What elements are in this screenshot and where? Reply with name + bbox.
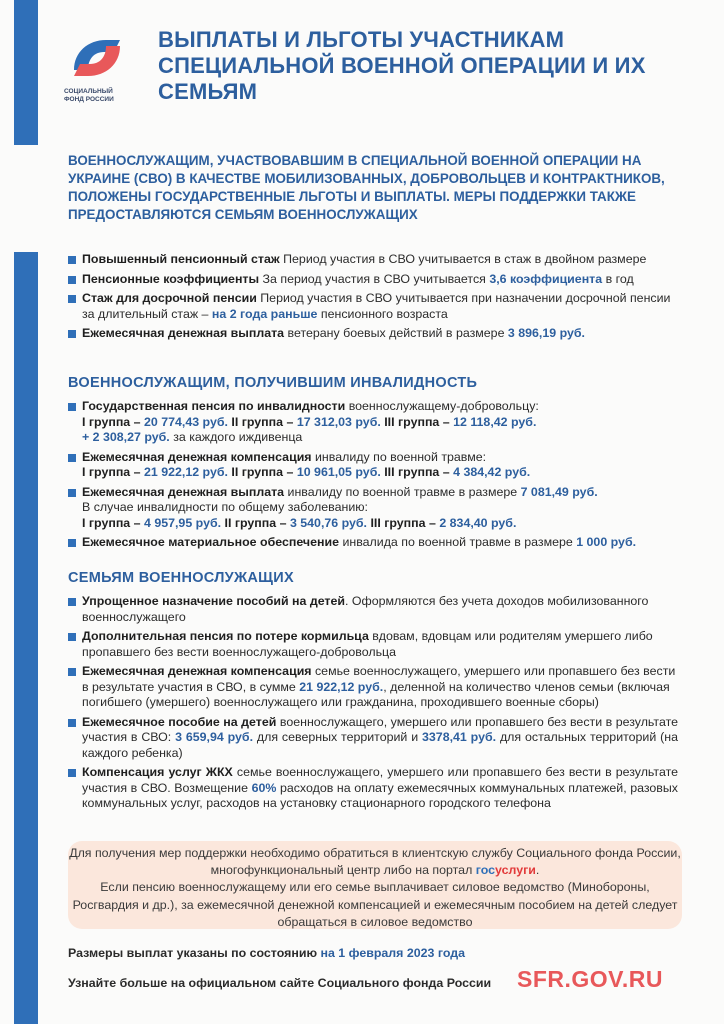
list-item — [68, 272, 678, 288]
top-accent-stripe — [14, 0, 38, 145]
gosuslugi-logo-part: услуги — [495, 863, 536, 878]
item-text: семье военнослужащего, умершего или пропавшего без вести в результате участия в СВО. Возмещение — [82, 765, 678, 795]
list-item — [68, 326, 678, 342]
list-item — [68, 450, 678, 481]
families-section — [68, 570, 678, 816]
list-item — [68, 399, 678, 446]
item-text: инвалиду по военной травме: — [311, 449, 487, 464]
list-item — [68, 485, 678, 532]
group-label: II группа – — [227, 414, 297, 429]
group-label: II группа – — [227, 465, 297, 479]
item-title: Ежемесячная денежная выплата — [82, 326, 285, 340]
list-item — [68, 535, 678, 551]
list-item — [68, 291, 678, 322]
item-text: . Оформляются без учета доходов мобилизованного военнослужащего — [82, 594, 649, 624]
list-item — [68, 629, 678, 660]
bullet-icon — [68, 489, 76, 497]
bullet-icon — [68, 454, 76, 462]
bullet-icon — [68, 403, 76, 411]
item-text: За период участия в СВО учитывается — [259, 271, 490, 286]
item-title: Ежемесячная денежная компенсация — [82, 449, 312, 464]
bullet-icon — [68, 633, 76, 641]
group-label: III группа – — [367, 515, 440, 530]
item-title: Ежемесячная денежная выплата — [82, 484, 285, 499]
group-label: III группа – — [380, 414, 454, 429]
group-label: I группа – — [82, 414, 144, 429]
highlight-value: 3378,41 руб. — [422, 730, 497, 744]
item-text: для остальных территорий (на каждого ребенка) — [82, 730, 679, 760]
bullet-icon — [68, 769, 76, 777]
list-item — [68, 594, 678, 625]
highlight-value: 21 922,12 руб. — [143, 465, 228, 479]
item-title: Компенсация услуг ЖКХ — [82, 765, 233, 779]
item-title: Дополнительная пенсия по потере кормильца — [82, 629, 369, 643]
highlight-value: 3 540,76 руб. — [289, 515, 368, 530]
group-label: II группа – — [221, 515, 290, 530]
group-label: III группа – — [380, 465, 454, 479]
footer-date-line — [68, 946, 465, 960]
highlight-value: 2 834,40 руб. — [439, 515, 517, 530]
highlight-value: 3,6 коэффициента — [489, 271, 603, 286]
footer-text: Размеры выплат указаны по состоянию — [68, 946, 321, 960]
section-heading: ВОЕННОСЛУЖАЩИМ, ПОЛУЧИВШИМ ИНВАЛИДНОСТЬ — [68, 375, 478, 391]
section-heading: СЕМЬЯМ ВОЕННОСЛУЖАЩИХ — [68, 570, 294, 586]
item-text: Период участия в СВО учитывается в стаж в двойном размере — [279, 252, 647, 266]
item-text: для северных территорий и — [253, 730, 423, 744]
item-text: В случае инвалидности по общему заболеванию: — [82, 500, 368, 514]
highlight-value: 3 659,94 руб. — [175, 730, 254, 744]
site-link[interactable]: SFR.GOV.RU — [517, 966, 664, 992]
highlight-value: 17 312,03 руб. — [296, 414, 381, 429]
bullet-icon — [68, 668, 76, 676]
item-title: Стаж для досрочной пенсии — [82, 291, 257, 305]
sfr-logo — [64, 32, 140, 104]
item-text: за каждого иждивенца — [169, 430, 303, 444]
item-text: ветерану боевых действий в размере — [284, 326, 508, 340]
item-title: Ежемесячное пособие на детей — [82, 714, 277, 729]
list-item — [68, 252, 678, 268]
logo-caption-line1: СОЦИАЛЬНЫЙ — [64, 88, 113, 95]
bullet-icon — [68, 598, 76, 606]
logo-caption-line2: ФОНД РОССИИ — [64, 96, 114, 103]
item-title: Ежемесячное материальное обеспечение — [82, 535, 339, 549]
footer-date: на 1 февраля 2023 года — [320, 946, 465, 960]
highlight-value: 21 922,12 руб. — [299, 679, 384, 694]
bullet-icon — [68, 330, 76, 338]
benefits-section — [68, 252, 678, 346]
highlight-value: 1 000 руб. — [576, 535, 637, 549]
logo-caption — [64, 88, 140, 104]
item-text: Период участия в СВО учитывается при назначении досрочной пенсии за длительный стаж – — [82, 291, 671, 321]
bullet-icon — [68, 539, 76, 547]
note-text: Для получения мер поддержки необходимо обратиться в клиентскую службу Социального фонда России, многофункциональный центр либо на портал — [69, 846, 681, 878]
item-text: инвалида по военной травме в размере — [339, 535, 577, 549]
info-note — [68, 841, 682, 929]
group-label: I группа – — [82, 515, 144, 530]
highlight-value: 60% — [251, 780, 277, 795]
highlight-value: 7 081,49 руб. — [520, 484, 598, 499]
item-title: Повышенный пенсионный стаж — [82, 252, 280, 266]
item-title: Государственная пенсия по инвалидности — [82, 399, 346, 413]
sfr-logo-icon — [68, 32, 126, 84]
highlight-value: + 2 308,27 руб. — [82, 430, 170, 444]
note-text: Если пенсию военнослужащему или его семье выплачивает силовое ведомство (Минобороны, Росгвардия и др.), за ежемесячной денежной компенсацией и ежемесячным пособием на детей следует обращаться в силовое ведомство — [72, 880, 678, 929]
footer-site-line: Узнайте больше на официальном сайте Социального фонда России — [68, 976, 492, 990]
item-text: , деленной на количество членов семьи (включая погибшего (умершего) военнослужащего или гражданина, проходившего военные сборы) — [82, 679, 670, 709]
highlight-value: на 2 года раньше — [211, 306, 318, 321]
intro-text: ВОЕННОСЛУЖАЩИМ, УЧАСТВОВАВШИМ В СПЕЦИАЛЬНОЙ ВОЕННОЙ ОПЕРАЦИИ НА УКРАИНЕ (СВО) В КАЧЕСТВЕ МОБИЛИЗОВАННЫХ, ДОБРОВОЛЬЦЕВ И КОНТРАКТНИКОВ, ПОЛОЖЕНЫ ГОСУДАРСТВЕННЫЕ ЛЬГОТЫ И ВЫПЛАТЫ. МЕРЫ ПОДДЕРЖКИ ТАКЖЕ ПРЕДОСТАВЛЯЮТСЯ СЕМЬЯМ ВОЕННОСЛУЖАЩИХ — [68, 153, 665, 222]
list-item — [68, 664, 678, 711]
item-title: Пенсионные коэффициенты — [82, 271, 260, 286]
highlight-value: 4 957,95 руб. — [143, 515, 222, 530]
item-title: Упрощенное назначение пособий на детей — [82, 594, 346, 608]
item-text: в год — [602, 271, 634, 286]
item-text: пенсионного возраста — [317, 306, 448, 321]
bullet-icon — [68, 719, 76, 727]
item-text: военнослужащего, умершего или пропавшего без вести в результате участия в СВО: — [82, 714, 678, 744]
note-text: . — [535, 863, 540, 878]
disability-section — [68, 375, 678, 555]
bullet-icon — [68, 276, 76, 284]
bullet-icon — [68, 295, 76, 303]
highlight-value: 20 774,43 руб. — [143, 414, 228, 429]
item-text: инвалиду по военной травме в размере — [284, 484, 521, 499]
page-title: ВЫПЛАТЫ И ЛЬГОТЫ УЧАСТНИКАМ СПЕЦИАЛЬНОЙ ВОЕННОЙ ОПЕРАЦИИ И ИХ СЕМЬЯМ — [158, 27, 646, 104]
item-title: Ежемесячная денежная компенсация — [82, 664, 312, 678]
item-text: военнослужащему-добровольцу: — [345, 399, 539, 413]
item-text: семье военнослужащего, умершего или пропавшего без вести в результате участия в СВО, в сумме — [82, 664, 676, 694]
group-label: I группа – — [82, 465, 144, 479]
list-item — [68, 715, 678, 762]
list-item — [68, 765, 678, 812]
side-accent-stripe — [14, 252, 38, 1024]
highlight-value: 10 961,05 руб. — [296, 465, 381, 479]
highlight-value: 4 384,42 руб. — [453, 465, 531, 479]
bullet-icon — [68, 256, 76, 264]
highlight-value: 12 118,42 руб. — [453, 414, 537, 429]
item-text: расходов на оплату ежемесячных коммунальных платежей, разовых коммунальных услуг, расходов на установку стационарного городского телефона — [82, 780, 678, 810]
item-text: вдовам, вдовцам или родителям умершего либо пропавшего без вести военнослужащего-добровольца — [82, 629, 653, 659]
gosuslugi-logo-part: гос — [475, 863, 496, 878]
highlight-value: 3 896,19 руб. — [507, 326, 585, 340]
